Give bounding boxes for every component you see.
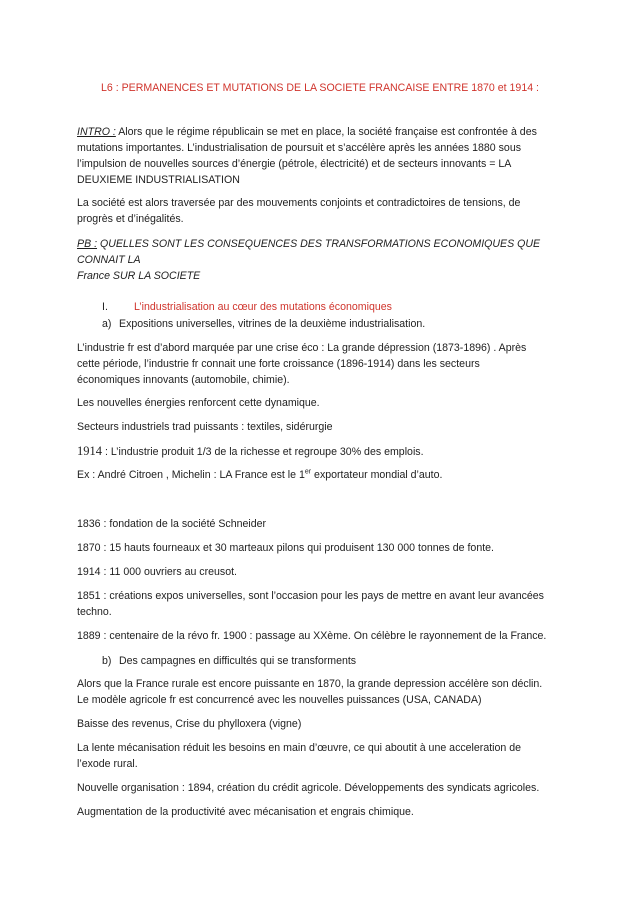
intro-line-4: DEUXIEME INDUSTRIALISATION <box>77 174 240 186</box>
intro-line-3: l’impulsion de nouvelles sources d’énergie (pétrole, électricité) et de secteurs innovants = LA <box>77 158 512 170</box>
mecanisation-line-2: l’exode rural. <box>77 758 138 770</box>
section-1-heading <box>102 299 392 315</box>
revenus-line: Baisse des revenus, Crise du phylloxera (vigne) <box>77 718 302 730</box>
industry-line-1: L’industrie fr est d’abord marquée par une crise éco : La grande dépression (1873-1896) . Après <box>77 342 527 354</box>
society-line-1: La société est alors traversée par des mouvements conjoints et contradictoires de tensions, de <box>77 197 521 209</box>
society-line-2: progrès et d’inégalités. <box>77 213 184 225</box>
society-paragraph <box>77 195 567 227</box>
rural-line-2: Le modèle agricole fr est concurrencé avec les nouvelles puissances (USA, CANADA) <box>77 694 482 706</box>
timeline-1851-line-2: techno. <box>77 606 112 618</box>
example-line: Ex : André Citroen , Michelin : LA France est le 1er exportateur mondial d’auto. <box>77 468 443 481</box>
organisation-line: Nouvelle organisation : 1894, création du crédit agricole. Développements des syndicats agricoles. <box>77 782 540 794</box>
timeline-1851-line-1: 1851 : créations expos universelles, sont l’occasion pour les pays de mettre en avant leur avancées <box>77 590 544 602</box>
timeline-1870: 1870 : 15 hauts fourneaux et 30 marteaux pilons qui produisent 130 000 tonnes de fonte. <box>77 542 494 554</box>
intro-line-1: INTRO : Alors que le régime républicain se met en place, la société française est confrontée à des <box>77 126 537 138</box>
mecanisation-paragraph <box>77 740 567 772</box>
energies-line: Les nouvelles énergies renforcent cette dynamique. <box>77 397 320 409</box>
lesson-title: L6 : PERMANENCES ET MUTATIONS DE LA SOCIETE FRANCAISE ENTRE 1870 et 1914 : <box>100 82 539 94</box>
industry-line-3: économiques innovants (automobile, chimie). <box>77 374 290 386</box>
timeline-1836: 1836 : fondation de la société Schneider <box>77 518 267 530</box>
problem-statement <box>77 236 567 284</box>
industry-paragraph <box>77 340 567 388</box>
intro-paragraph <box>77 124 567 188</box>
rural-paragraph <box>77 676 567 708</box>
section-1-title: L’industrialisation au cœur des mutations économiques <box>134 301 392 313</box>
superscript-er: er <box>304 468 312 476</box>
intro-label: INTRO : <box>77 126 116 138</box>
problem-line-1: PB : QUELLES SONT LES CONSEQUENCES DES TRANSFORMATIONS ECONOMIQUES QUE CONNAIT LA <box>77 238 541 266</box>
rural-line-1: Alors que la France rurale est encore puissante en 1870, la grande depression accélère son déclin. <box>77 678 543 690</box>
subsection-a-title: Expositions universelles, vitrines de la deuxième industrialisation. <box>119 318 426 330</box>
intro-line-2: mutations importantes. L’industrialisation de poursuit et s’accélère après les années 1880 sous <box>77 142 522 154</box>
productivite-line: Augmentation de la productivité avec mécanisation et engrais chimique. <box>77 806 414 818</box>
problem-line-2: France SUR LA SOCIETE <box>77 270 201 282</box>
subsection-a-marker: a) <box>102 318 112 330</box>
industry-line-2: cette période, l’industrie fr connait une forte croissance (1896-1914) dans les secteurs <box>77 358 480 370</box>
subsection-b-marker: b) <box>102 655 112 667</box>
problem-label: PB : <box>77 238 98 250</box>
traditional-sectors-line: Secteurs industriels trad puissants : textiles, sidérurgie <box>77 421 333 433</box>
subsection-b-title: Des campagnes en difficultés qui se transforments <box>119 655 357 667</box>
stat-1914-year: 1914 <box>77 444 102 458</box>
timeline-1889: 1889 : centenaire de la révo fr. 1900 : passage au XXème. On célèbre le rayonnement de la France. <box>77 630 547 642</box>
section-1-number: I. <box>102 301 108 313</box>
timeline-1851 <box>77 588 567 620</box>
stat-1914-line: 1914 : L’industrie produit 1/3 de la richesse et regroupe 30% des emplois. <box>77 444 424 458</box>
timeline-1914: 1914 : 11 000 ouvriers au creusot. <box>77 566 237 578</box>
subsection-b-heading <box>102 653 357 669</box>
subsection-a-heading <box>102 316 426 332</box>
mecanisation-line-1: La lente mécanisation réduit les besoins en main d’œuvre, ce qui aboutit à une acceleration de <box>77 742 522 754</box>
